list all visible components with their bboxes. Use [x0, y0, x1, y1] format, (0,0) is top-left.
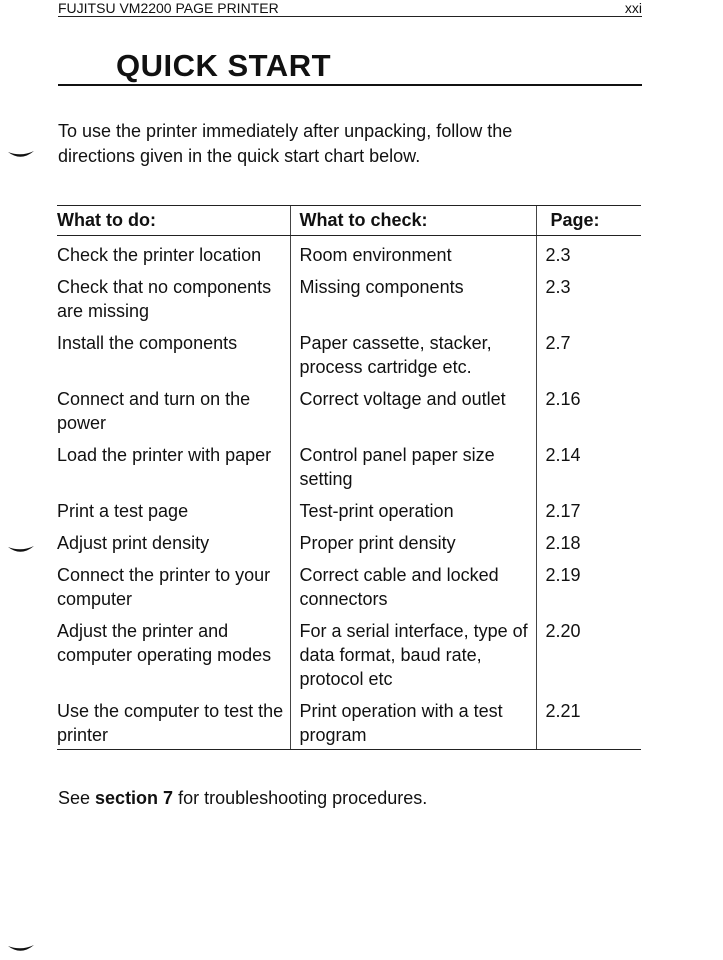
quick-start-table: [57, 205, 641, 750]
check-cell: Print operation with a test program: [290, 699, 536, 750]
note-post: for troubleshooting procedures.: [173, 788, 428, 808]
page-cell: 2.7: [536, 331, 641, 387]
page-cell: 2.3: [536, 236, 641, 276]
check-cell: Missing components: [290, 275, 536, 331]
check-cell: Paper cassette, stacker, process cartridge etc.: [290, 331, 536, 387]
table-row: [57, 563, 641, 619]
todo-cell: Connect the printer to your computer: [57, 565, 271, 609]
check-cell: Proper print density: [290, 531, 536, 563]
check-cell: Control panel paper size setting: [290, 443, 536, 499]
page-cell: 2.3: [536, 275, 641, 331]
title-rule: [58, 84, 642, 86]
intro-paragraph: [58, 119, 618, 169]
page-cell: 2.14: [536, 443, 641, 499]
check-cell: For a serial interface, type of data format, baud rate, protocol etc: [290, 619, 536, 699]
page-cell: 2.21: [536, 699, 641, 750]
table-row: [57, 531, 641, 563]
page-cell: 2.17: [536, 499, 641, 531]
todo-cell: Adjust print density: [57, 533, 210, 553]
table-row: [57, 331, 641, 387]
todo-cell: Check that no components are missing: [57, 277, 272, 321]
column-header-page: Page:: [536, 206, 641, 236]
page-cell: 2.16: [536, 387, 641, 443]
todo-cell: Print a test page: [57, 501, 189, 521]
column-header-what-to-check: What to check:: [290, 206, 536, 236]
check-cell: Room environment: [290, 236, 536, 276]
running-head-title: FUJITSU VM2200 PAGE PRINTER: [58, 0, 279, 16]
page-cell: 2.19: [536, 563, 641, 619]
todo-cell: Load the printer with paper: [57, 445, 272, 465]
todo-cell: Install the components: [57, 333, 238, 353]
page-title: QUICK START: [116, 48, 332, 83]
page-cell: 2.20: [536, 619, 641, 699]
table-row: [57, 387, 641, 443]
todo-cell: Use the computer to test the printer: [57, 699, 290, 750]
column-header-what-to-do: What to do:: [57, 206, 290, 236]
binding-hole-mark-icon: [8, 545, 34, 555]
todo-cell: Check the printer location: [57, 245, 262, 265]
table-row: [57, 699, 641, 750]
page-cell: 2.18: [536, 531, 641, 563]
troubleshooting-note: [58, 786, 427, 810]
note-pre: See: [58, 788, 96, 808]
table-row: [57, 619, 641, 699]
running-head-page-number: xxi: [624, 0, 642, 16]
intro-line-1: To use the printer immediately after unpacking, follow the: [58, 121, 513, 141]
todo-cell: Connect and turn on the power: [57, 389, 251, 433]
table-row: [57, 499, 641, 531]
table-row: [57, 275, 641, 331]
check-cell: Test-print operation: [290, 499, 536, 531]
binding-hole-mark-icon: [8, 150, 34, 160]
table-row: [57, 443, 641, 499]
binding-hole-mark-icon: [8, 944, 34, 954]
running-head: [58, 0, 642, 17]
check-cell: Correct cable and locked connectors: [290, 563, 536, 619]
section-reference: section 7: [95, 788, 174, 808]
todo-cell: Adjust the printer and computer operating modes: [57, 621, 272, 665]
table-header-row: [57, 206, 641, 236]
table-row: [57, 236, 641, 276]
check-cell: Correct voltage and outlet: [290, 387, 536, 443]
intro-line-2: directions given in the quick start chart below.: [58, 146, 421, 166]
